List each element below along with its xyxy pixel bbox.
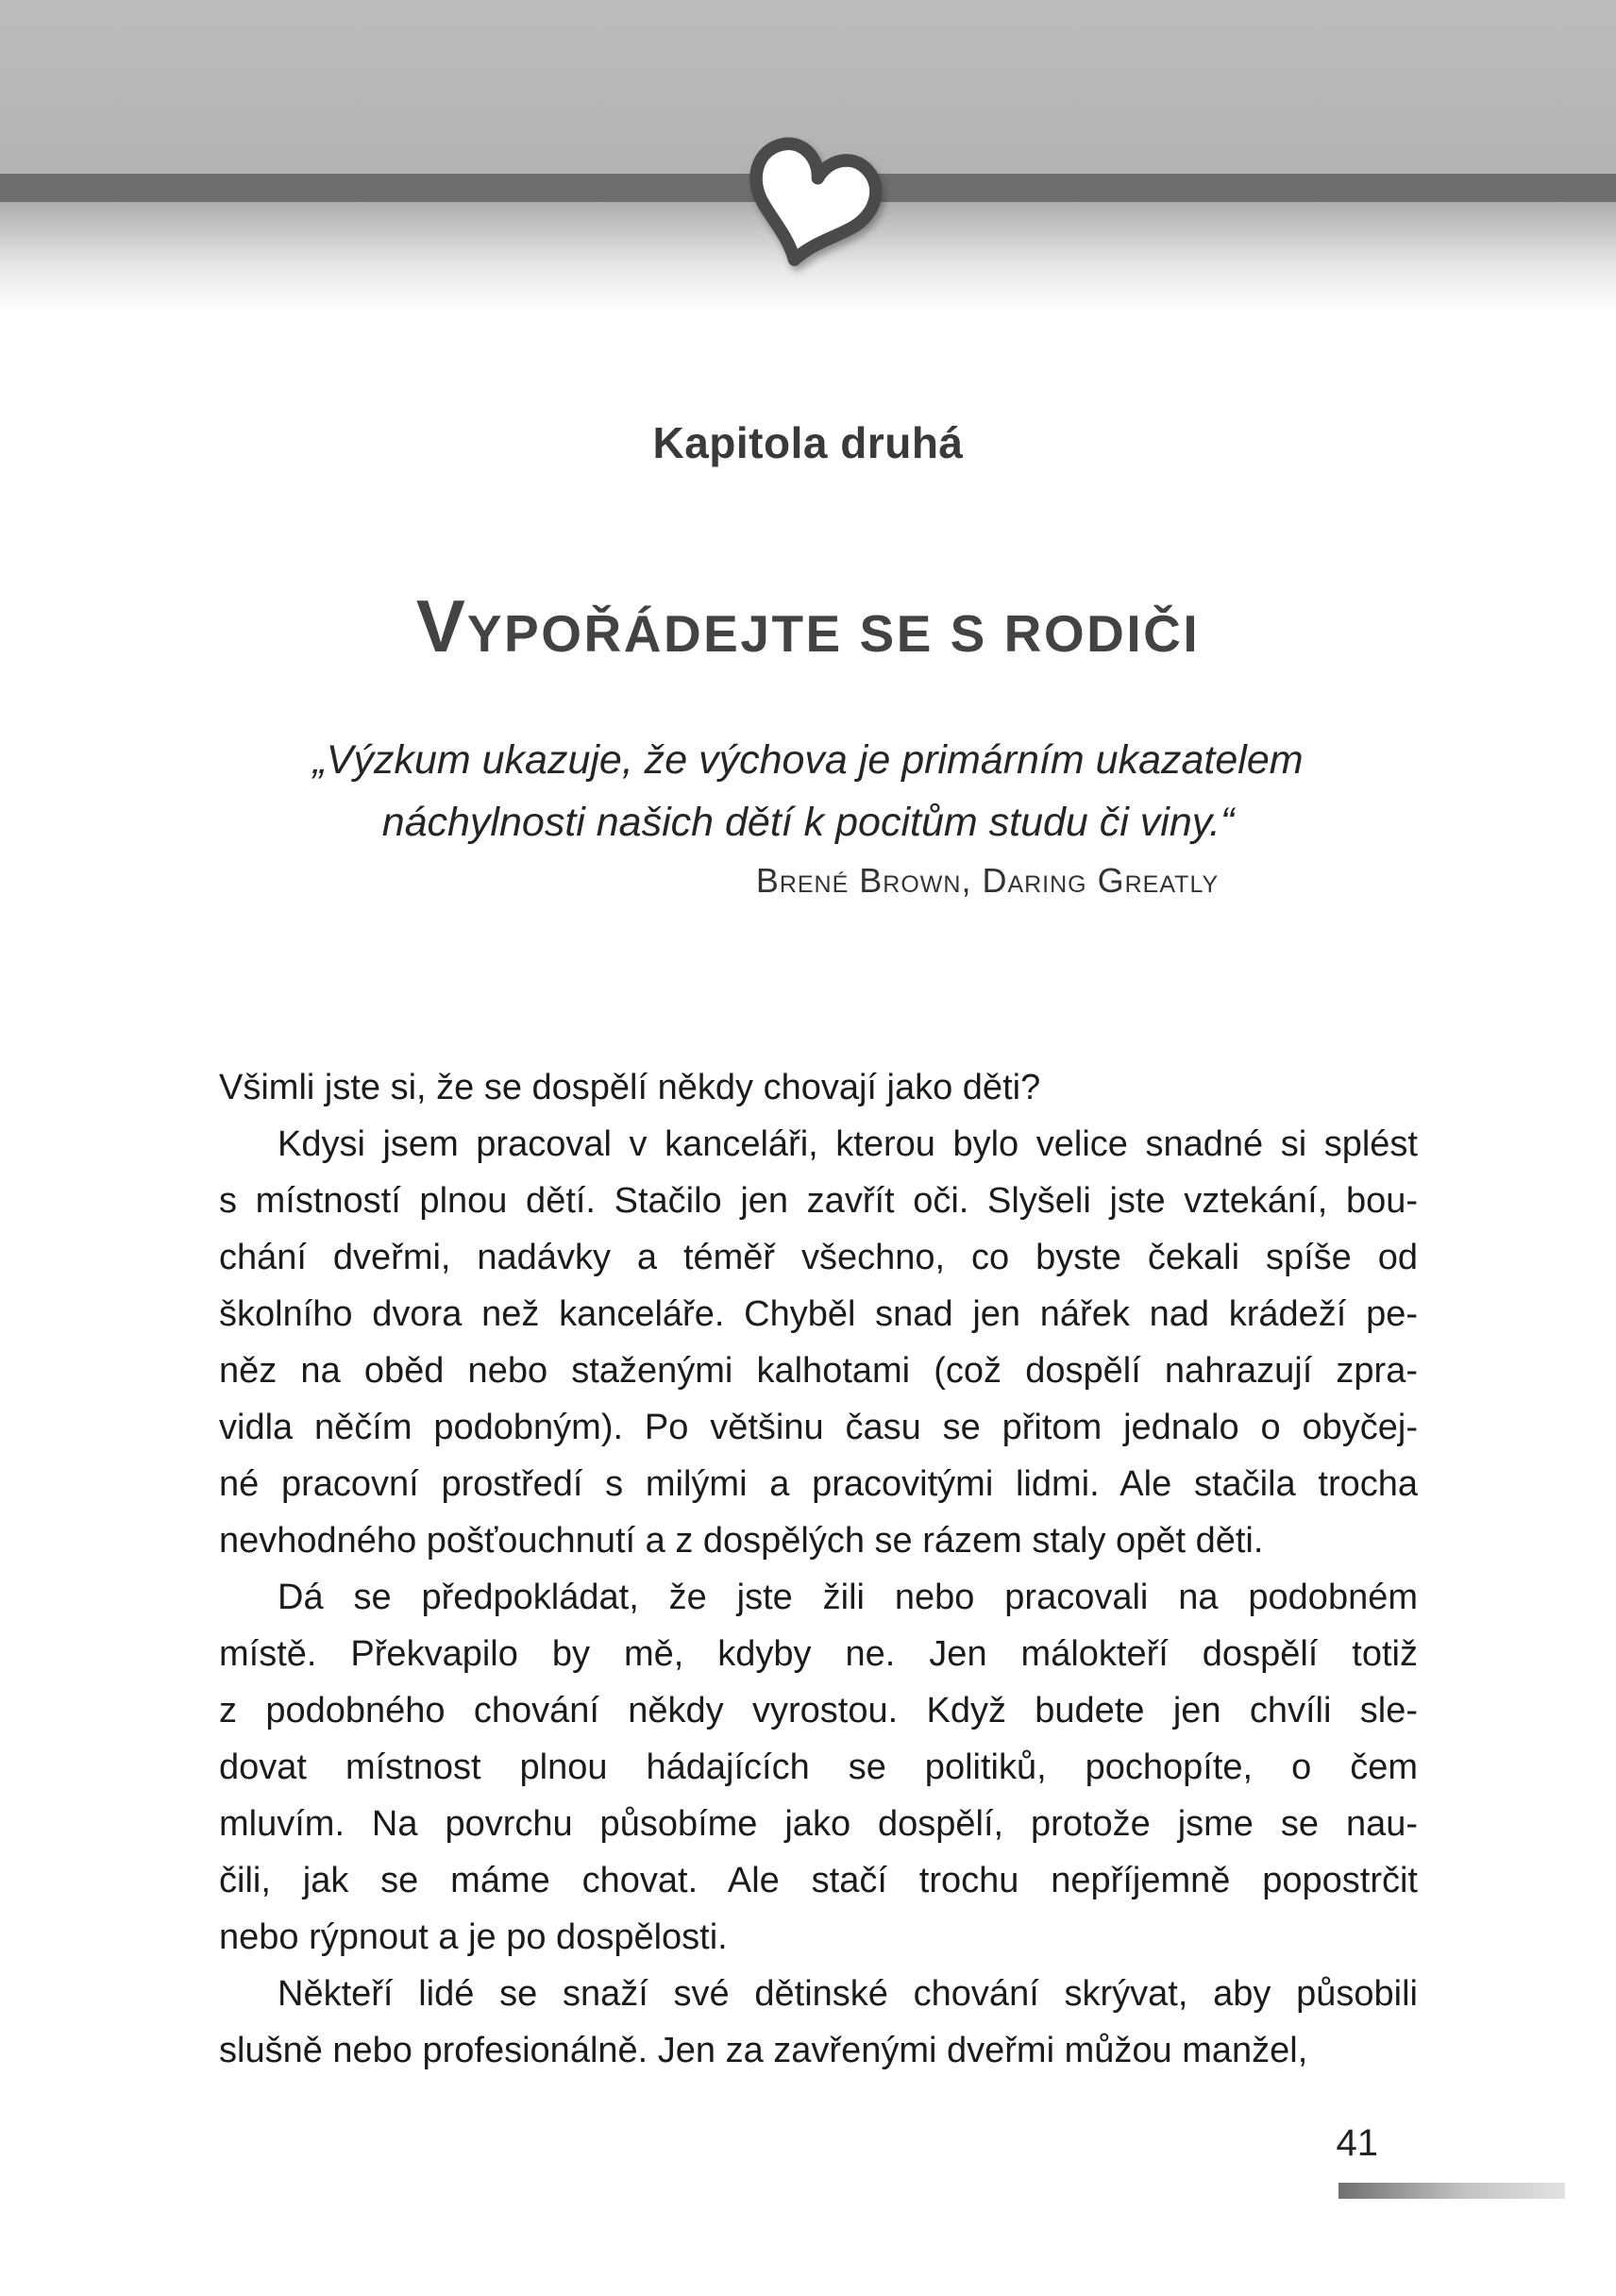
text-line: Někteří lidé se snaží své dětinské chování skrývat, aby působili (278, 1974, 1418, 2014)
text-line: Všimli jste si, že se dospělí někdy chovají jako děti? (219, 1068, 1041, 1107)
text-line: s místností plnou dětí. Stačilo jen zavřít oči. Slyšeli jste vztekání, bou- (219, 1181, 1418, 1221)
body-text (219, 1059, 1418, 2079)
text-line: nevhodného pošťouchnutí a z dospělých se rázem staly opět děti. (219, 1521, 1264, 1561)
text-line: slušně nebo profesionálně. Jen za zavřenými dveřmi můžou manžel, (219, 2031, 1308, 2070)
title-rest: YPOŘÁDEJTE SE S RODIČI (466, 604, 1201, 663)
text-line: Dá se předpokládat, že jste žili nebo pracovali na podobném (278, 1578, 1418, 1617)
paragraph-1 (219, 1059, 1418, 1116)
title-initial-letter: V (415, 584, 467, 667)
heart-icon (725, 132, 895, 279)
text-line: školního dvora než kanceláře. Chyběl snad jen nářek nad krádeží pe- (219, 1294, 1418, 1334)
text-line: né pracovní prostředí s milými a pracovitými lidmi. Ale stačila trocha (219, 1464, 1418, 1504)
text-line: čili, jak se máme chovat. Ale stačí trochu nepříjemně popostrčit (219, 1861, 1418, 1900)
page-number: 41 (1336, 2122, 1378, 2164)
text-line: nebo rýpnout a je po dospělosti. (219, 1917, 728, 1957)
text-line: místě. Překvapilo by mě, kdyby ne. Jen málokteří dospělí totiž (219, 1634, 1418, 1674)
epigraph-line-1: „Výzkum ukazuje, že výchova je primárním ukazatelem (312, 737, 1304, 783)
text-line: z podobného chování někdy vyrostou. Když budete jen chvíli sle- (219, 1691, 1418, 1730)
epigraph (0, 729, 1616, 901)
text-line: Kdysi jsem pracoval v kanceláři, kterou bylo velice snadné si splést (278, 1124, 1418, 1164)
chapter-label: Kapitola druhá (652, 418, 964, 467)
footer-decoration-bar (1338, 2183, 1565, 2199)
epigraph-attribution: Brené Brown, Daring Greatly (755, 861, 1220, 900)
paragraph-3 (219, 1569, 1418, 1966)
page-header (0, 0, 1616, 312)
text-line: vidla něčím podobným). Po většinu času se přitom jednalo o obyčej- (219, 1408, 1418, 1447)
paragraph-2 (219, 1116, 1418, 1569)
text-line: chání dveřmi, nadávky a téměř všechno, co byste čekali spíše od (219, 1238, 1418, 1277)
chapter-title (0, 584, 1616, 667)
text-line: něz na oběd nebo staženými kalhotami (což dospělí nahrazují zpra- (219, 1351, 1418, 1391)
text-line: dovat místnost plnou hádajících se politiků, pochopíte, o čem (219, 1747, 1418, 1787)
paragraph-4 (219, 1966, 1418, 2079)
text-line: mluvím. Na povrchu působíme jako dospělí, protože jsme se nau- (219, 1804, 1418, 1844)
epigraph-line-2: náchylnosti našich dětí k pocitům studu či viny.“ (381, 800, 1235, 845)
